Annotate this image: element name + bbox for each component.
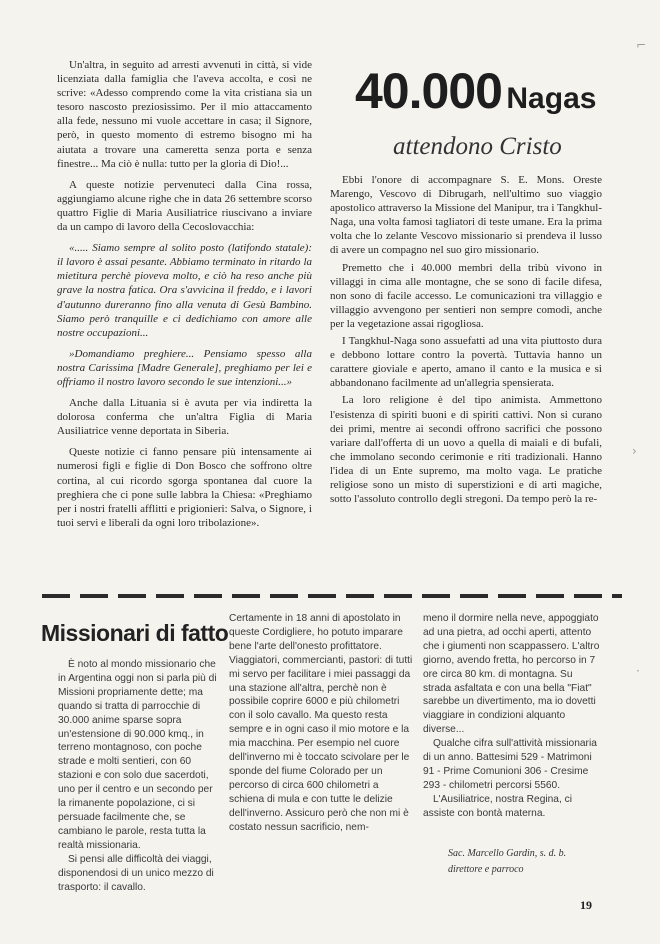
signature-role: direttore e parroco bbox=[448, 864, 524, 875]
nagas-paragraph-4: La loro religione è del tipo animista. Ammettono l'esistenza di spiriti buoni e di spiriti cattivi. Non si curano dei primi, mentre ai secondi offrono sacrifici che possono variare dall'offerta di un uovo a quella di maiali e di bufali, che immolano secondo cerimonie e riti tradizionali. Hanno l'idea di un Ente supremo, ma molto vaga. Le pratiche religiose sono un misto di superstizioni e di arti magiche, sotto l'assoluto controllo degli stregoni. Da tempo però la re- bbox=[330, 394, 602, 506]
paragraph-3-quote: «..... Siamo sempre al solito posto (latifondo statale): il lavoro è assai pesante. Abbiamo terminato in ritardo la mietitura perchè pioveva molto, e ciò ha reso anche più grave la nostra fatica. Ora s'avvicina il freddo, e i lavori d'autunno dureranno fino alla venuta di Gesù Bambino. Siamo però tranquille e ci dedichiamo con amore alle nostre occupazioni... bbox=[57, 242, 312, 339]
nagas-paragraph-1: Ebbi l'onore di accompagnare S. E. Mons. Oreste Marengo, Vescovo di Dibrugarh, nell'ultimo suo viaggio apostolico attraverso la Missione del Manipur, tra i Tangkhul-Naga, una volta famosi tagliatori di teste umane. Era la prima volta che lo zelante Vescovo missionario si prendeva il lusso di avere un compagno nel suo giro missionario. bbox=[330, 174, 602, 257]
headline bbox=[355, 62, 615, 120]
paragraph-5: Anche dalla Lituania si è avuta per via indiretta la dolorosa conferma che un'altra Figlia di Maria Ausiliatrice venne deportata in Siberia. bbox=[57, 397, 312, 438]
paragraph-4-quote: »Domandiamo preghiere... Pensiamo spesso alla nostra Carissima [Madre Generale], preghiamo per lei e offriamo il nostro lavoro secondo le sue intenzioni...» bbox=[57, 347, 312, 388]
box-column-3 bbox=[423, 612, 603, 821]
box-col1-paragraph-2: Si pensi alle difficoltà dei viaggi, disponendosi di un unico mezzo di trasporto: il cavallo. bbox=[58, 853, 214, 893]
box-col3-paragraph-2: Qualche cifra sull'attività missionaria di un anno. Battesimi 529 - Matrimoni 91 - Prime Comunioni 306 - Cresime 293 - chilometri percorsi 5560. bbox=[423, 738, 597, 791]
signature-name: Sac. Marcello Gardin, s. d. b. bbox=[448, 848, 567, 859]
dashed-separator bbox=[42, 594, 622, 598]
box-col3-paragraph-1: meno il dormire nella neve, appoggiato ad una pietra, ad occhi aperti, attento che i giumenti non scappassero. L'altro giorno, avendo fretta, ho percorso in 7 ore circa 80 km. di montagna. Su strada asfaltata e con una bella "Fiat" sarebbe un divertimento, ma io dovetti viaggiare in condizioni alquanto diverse... bbox=[423, 613, 600, 736]
box-col3-paragraph-3: L'Ausiliatrice, nostra Regina, ci assiste con bontà materna. bbox=[423, 793, 572, 819]
nagas-article-column bbox=[330, 173, 602, 509]
article-continuation-column bbox=[57, 58, 312, 537]
scan-mark-icon: · bbox=[636, 664, 640, 678]
paragraph-6: Queste notizie ci fanno pensare più intensamente ai numerosi figli e figlie di Don Bosco che soffrono oltre cortina, al cui ricordo sgorga spontanea dal cuore la preghiera che ci pone sulle labbra la Chiesa: «Preghiamo per i nostri fratelli afflitti e prigionieri: Salva, o Signore, i tuoi servi e liberali da ogni loro tribolazione». bbox=[57, 446, 312, 529]
box-col1-paragraph-1: È noto al mondo missionario che in Argentina oggi non si parla più di Missioni propriamente dette; ma quando si tratta di parrocchie di 30.000 anime sparse sopra un'estensione di 90.000 kmq., in terreno montagnoso, con poche strade e molti sentieri, con 60 stazioni e con solo due sacerdoti, uno per il centro e un secondo per la rimanente popolazione, ci si persuade facilmente che, se cambiano le parole, resta tutta la realtà missionaria. bbox=[58, 659, 217, 851]
box-col2-paragraph-1: Certamente in 18 anni di apostolato in queste Cordigliere, ho potuto imparare bene l'arte dell'onesto profittatore. Viaggiatori, commercianti, pastori: di tutti mi servo per facilitare i miei passaggi da una stazione all'altra, perchè non è possibile coprire 6000 e più chilometri con il solo cavallo. Ma questo resta sempre e in ogni caso il mio motore e la mia macchina. Per esempio nel cuore dell'inverno mi è toccato scivolare per le sponde del fiume Colorado per un percorso di circa 600 chilometri a schiena di mula e con tutte le delizie dell'inverno. Assicuro però che non mi è costato nessun sacrificio, nem- bbox=[229, 613, 413, 833]
box-column-2 bbox=[229, 612, 414, 835]
nagas-paragraph-2: Premetto che i 40.000 membri della tribù vivono in villaggi in cima alle montagne, che se sono di facile difesa, non sono di facile accesso. Le comunicazioni tra villaggio e villaggio avvengono per sentieri non sempre comodi, anche per la vegetazione assai rigogliosa. bbox=[330, 261, 602, 330]
nagas-paragraph-3: I Tangkhul-Naga sono assuefatti ad una vita piuttosto dura e debbono lottare contro la povertà. Tuttavia hanno un carattere gioviale e aperto, amano il canto e la musica e si abbandonano facilmente ad un'allegria spensierata. bbox=[330, 335, 602, 390]
headline-word: Nagas bbox=[506, 82, 597, 115]
headline-subtitle: attendono Cristo bbox=[393, 133, 562, 160]
page-number: 19 bbox=[580, 898, 592, 912]
paragraph-1: Un'altra, in seguito ad arresti avvenuti in città, si vide licenziata dalla famiglia che l'aveva accolta, e così ne scrive: «Adesso comprendo come la vita cristiana sia un tesoro nascosto preziosissimo. Per il mio attaccamento alla fede, nessuno mi vuole accettare in casa; il Signore, però, in questo momento di estremo bisogno mi ha aiutata a trovare una cameretta senza porta e senza finestre... Ma ciò è nulla: tutto per la gloria di Dio!... bbox=[57, 59, 312, 170]
box-column-1 bbox=[58, 658, 217, 894]
paragraph-2: A queste notizie pervenuteci dalla Cina rossa, aggiungiamo alcune righe che in data 26 settembre scorso quattro Figlie di Maria Ausiliatrice riuscivano a inviare da un campo di lavoro della Cecoslovacchia: bbox=[57, 178, 312, 234]
box-article-title: Missionari di fatto bbox=[41, 620, 229, 646]
scan-mark-icon: ⌐ bbox=[636, 38, 647, 52]
headline-number: 40.000 bbox=[355, 63, 502, 119]
scan-mark-icon: › bbox=[632, 444, 637, 458]
